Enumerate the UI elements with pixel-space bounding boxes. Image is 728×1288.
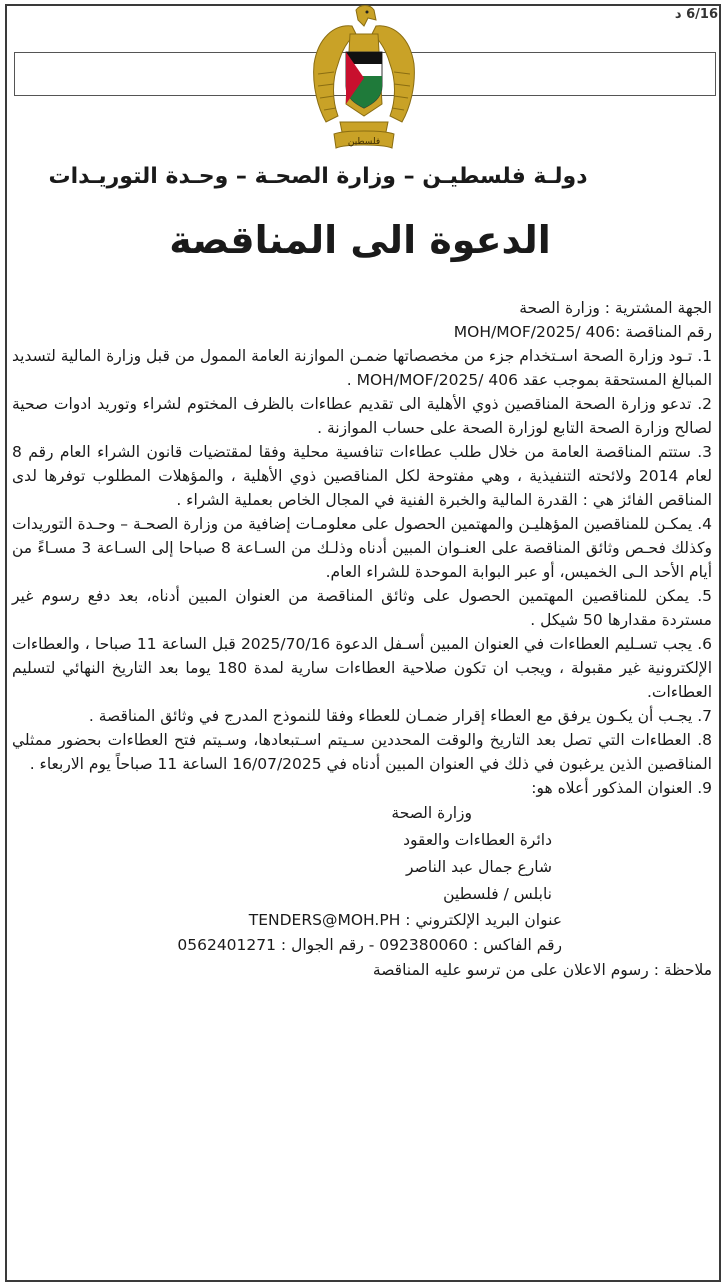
contact-block <box>12 908 712 958</box>
address-line: وزارة الصحة <box>391 804 472 822</box>
list-item: 3. ستتم المناقصة العامة من خلال طلب عطاءات تنافسية محلية وفقا لمقتضيات قانون الشراء العام رقم 8 لعام 2014 ولائحته التنفيذية ، وهي مفتوحة لكل المناقصين ذوي الأهلية ، والمؤهلات المطلوب توفرها لدى المناقص الفائز هي : القدرة المالية والخبرة الفنية في المجال الخاص بعملية الشراء . <box>12 443 712 509</box>
tender-number-line: رقم المناقصة :406 /MOH/MOF/2025 <box>453 323 712 341</box>
phone-line: رقم الفاكس : 092380060 - رقم الجوال : 0562401271 <box>177 936 562 954</box>
address-line: دائرة العطاءات والعقود <box>403 831 552 849</box>
list-item: 5. يمكن للمناقصين المهتمين الحصول على وثائق المناقصة من العنوان المبين أدناه، بعد دفع رسوم غير مستردة مقدارها 50 شيكل . <box>12 587 712 629</box>
list-item: 9. العنوان المذكور أعلاه هو: <box>531 779 712 797</box>
list-item: 4. يمكـن للمناقصين المؤهليـن والمهتمين الحصول على معلومـات إضافية من وزارة الصحـة – وحـدة التوريدات وكذلك فحـص وثائق المناقصة على العنـوان المبين أدناه وذلـك من السـاعة 8 صباحا إلى السـاعة 3 مسـاءً من أيام الأحد الـى الخميس، أو عبر البوابة الموحدة للشراء العام. <box>12 515 713 581</box>
notice-title: الدعوة الى المناقصة <box>169 218 551 262</box>
page-reference: 6/16 د <box>674 7 718 22</box>
emblem-scroll-label: فلسطين <box>347 137 381 147</box>
list-item: 6. يجب تسـليم العطاءات في العنوان المبين أسـفل الدعوة 2025/70/16 قبل الساعة 11 صباحا ، والعطاءات الإلكترونية غير مقبولة ، ويجب ان تكون صلاحية العطاءات سارية لمدة 180 يوما بعد التاريخ النهائي لتسليم العطاءات. <box>12 635 712 701</box>
list-item: 2. تدعو وزارة الصحة المناقصين ذوي الأهلية الى تقديم عطاءات بالظرف المختوم لشراء وتوريد ادوات صحية لصالح وزارة الصحة التابع لوزارة الصحة على حساب الموازنة . <box>12 395 712 437</box>
list-item: 7. يجـب أن يكـون يرفق مع العطاء إقرار ضمـان للعطاء وفقا للنموذج المدرج في وثائق المناقصة . <box>88 707 712 725</box>
buyer-line: الجهة المشترية : وزارة الصحة <box>519 299 712 317</box>
notice-body <box>12 296 712 983</box>
list-item: 1. تـود وزارة الصحة اسـتخدام جزء من مخصصاتها ضمـن الموازنة العامة الممول من قبل وزارة المالية لتسديد المبالغ المستحقة بموجب عقد 406 /MOH/MOF/2025 . <box>12 347 712 389</box>
address-line: شارع جمال عبد الناصر <box>406 858 552 876</box>
list-item: 8. العطاءات التي تصل بعد التاريخ والوقت المحددين سـيتم اسـتبعادها، وسـيتم فتح العطاءات بحضور ممثلي المناقصين الذين يرغبون في ذلك في العنوان المبين أدناه في 16/07/2025 الساعة 11 صباحاً يوم الاربعاء . <box>12 731 712 773</box>
palestinian-eagle-emblem <box>304 4 424 154</box>
email-line: عنوان البريد الإلكتروني : TENDERS@MOH.PH <box>248 911 562 929</box>
address-block <box>12 800 712 908</box>
issuer-header: دولـة فلسطيـن – وزارة الصحـة – وحـدة التوريـدات <box>48 164 588 189</box>
address-line: نابلس / فلسطين <box>443 885 552 903</box>
fee-note: ملاحظة : رسوم الاعلان على من ترسو عليه المناقصة <box>372 961 712 979</box>
